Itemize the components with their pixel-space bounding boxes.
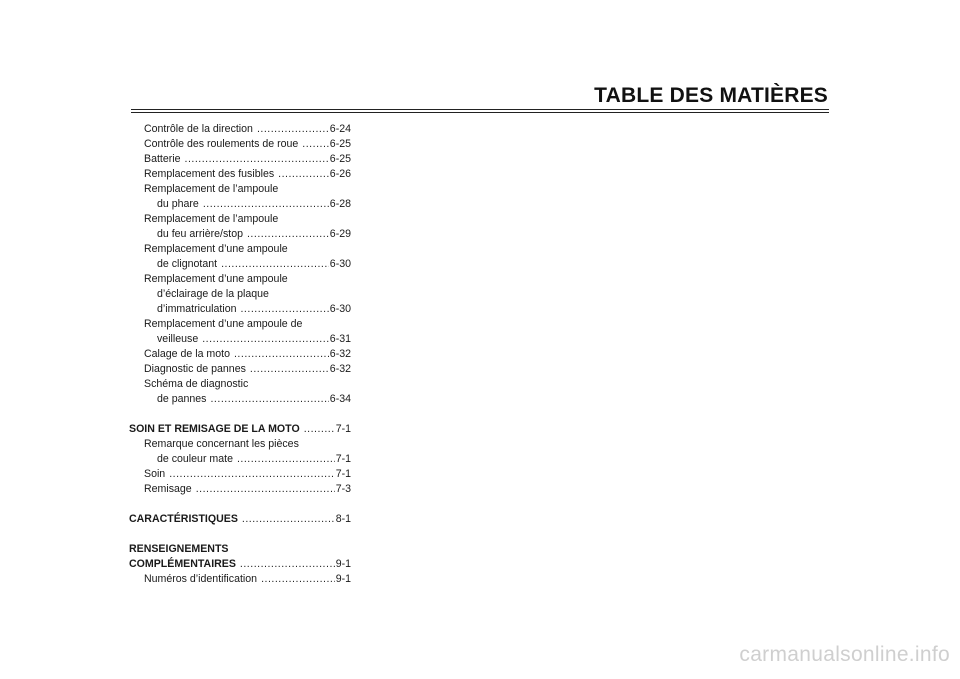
toc-entry-page: 6-30	[329, 303, 351, 315]
toc-entry-label: Calage de la moto	[144, 348, 230, 360]
toc-entry-label: Numéros d’identification	[144, 573, 258, 585]
toc-entry-plate-light-line2[interactable]	[129, 287, 351, 302]
toc-entry-label: Remisage	[144, 483, 192, 495]
toc-entry-troubleshooting[interactable]	[129, 362, 351, 377]
toc-entry-page: 6-32	[329, 348, 351, 360]
toc-entry-page: 6-26	[329, 168, 351, 180]
toc-entry-page: 6-30	[329, 258, 351, 270]
toc-entry-page: 6-29	[329, 228, 351, 240]
toc-entry-fuses[interactable]	[129, 167, 351, 182]
toc-entry-label: du feu arrière/stop	[157, 228, 243, 240]
toc-entry-plate-light-line3[interactable]	[129, 302, 351, 317]
toc-section-label: CARACTÉRISTIQUES	[129, 513, 238, 525]
toc-section-consumer-info-line2[interactable]	[129, 557, 351, 572]
toc-entry-page: 6-31	[329, 333, 351, 345]
toc-entry-label: d’immatriculation	[157, 303, 237, 315]
toc-leader-dots	[257, 122, 329, 137]
toc-entry-page: 7-3	[335, 483, 351, 495]
toc-entry-label: de pannes	[157, 393, 207, 405]
toc-leader-dots	[237, 452, 335, 467]
toc-leader-dots	[247, 227, 329, 242]
toc-entry-label: Remarque concernant les pièces	[144, 438, 299, 450]
toc-entry-identification-numbers[interactable]	[129, 572, 351, 587]
toc-entry-battery[interactable]	[129, 152, 351, 167]
toc-leader-dots	[240, 302, 328, 317]
toc-spacer	[129, 527, 351, 542]
toc-leader-dots	[261, 572, 335, 587]
toc-leader-dots	[196, 482, 335, 497]
toc-entry-page: 9-1	[335, 573, 351, 585]
toc-entry-label: Contrôle de la direction	[144, 123, 253, 135]
toc-entry-page: 8-1	[335, 513, 351, 525]
toc-entry-care[interactable]	[129, 467, 351, 482]
toc-entry-page: 6-24	[329, 123, 351, 135]
toc-leader-dots	[202, 332, 329, 347]
toc-leader-dots	[210, 392, 328, 407]
toc-entry-label: Remplacement d’une ampoule	[144, 273, 288, 285]
toc-spacer	[129, 497, 351, 512]
toc-leader-dots	[240, 557, 335, 572]
toc-entry-troubleshooting-chart-line1[interactable]	[129, 377, 351, 392]
toc-entry-label: Remplacement d’une ampoule	[144, 243, 288, 255]
toc-entry-wheel-bearings[interactable]	[129, 137, 351, 152]
title-rule-bottom	[131, 112, 829, 113]
toc-entry-label: Soin	[144, 468, 166, 480]
toc-leader-dots	[234, 347, 329, 362]
toc-entry-supporting-motorcycle[interactable]	[129, 347, 351, 362]
toc-entry-label: Remplacement d’une ampoule de	[144, 318, 303, 330]
toc-entry-page: 9-1	[335, 558, 351, 570]
toc-entry-label: de couleur mate	[157, 453, 233, 465]
toc-section-care-storage[interactable]	[129, 422, 351, 437]
toc-entry-matte-color-line2[interactable]	[129, 452, 351, 467]
toc-entry-troubleshooting-chart-line2[interactable]	[129, 392, 351, 407]
toc-entry-label: Remplacement de l’ampoule	[144, 183, 279, 195]
toc-leader-dots	[203, 197, 329, 212]
toc-entry-page: 6-25	[329, 138, 351, 150]
toc-leader-dots	[250, 362, 329, 377]
toc-entry-page: 6-32	[329, 363, 351, 375]
title-rule-top	[131, 109, 829, 110]
page-title: TABLE DES MATIÈRES	[594, 84, 828, 107]
toc-entry-parking-light-line2[interactable]	[129, 332, 351, 347]
toc-spacer	[129, 407, 351, 422]
toc-leader-dots	[278, 167, 329, 182]
toc-entry-label: Diagnostic de pannes	[144, 363, 246, 375]
toc-section-label: RENSEIGNEMENTS	[129, 543, 229, 555]
toc-entry-headlight-line2[interactable]	[129, 197, 351, 212]
toc-section-specifications[interactable]	[129, 512, 351, 527]
toc-entry-page: 6-34	[329, 393, 351, 405]
toc-entry-label: Contrôle des roulements de roue	[144, 138, 299, 150]
toc-leader-dots	[221, 257, 329, 272]
toc-entry-headlight-line1[interactable]	[129, 182, 351, 197]
toc-entry-matte-color-line1[interactable]	[129, 437, 351, 452]
toc-entry-label: du phare	[157, 198, 199, 210]
table-of-contents	[129, 122, 351, 587]
toc-entry-page: 7-1	[335, 453, 351, 465]
watermark: carmanualsonline.info	[739, 643, 950, 666]
toc-entry-taillight-line1[interactable]	[129, 212, 351, 227]
toc-leader-dots	[304, 422, 335, 437]
toc-section-consumer-info-line1[interactable]	[129, 542, 351, 557]
toc-entry-turn-signal-line1[interactable]	[129, 242, 351, 257]
toc-section-label: COMPLÉMENTAIRES	[129, 558, 236, 570]
toc-entry-label: Batterie	[144, 153, 181, 165]
toc-entry-label: d’éclairage de la plaque	[157, 288, 269, 300]
toc-entry-label: Remplacement de l’ampoule	[144, 213, 279, 225]
toc-entry-turn-signal-line2[interactable]	[129, 257, 351, 272]
toc-entry-page: 6-28	[329, 198, 351, 210]
toc-entry-steering-check[interactable]	[129, 122, 351, 137]
toc-entry-page: 7-1	[335, 468, 351, 480]
toc-leader-dots	[169, 467, 334, 482]
toc-section-label: SOIN ET REMISAGE DE LA MOTO	[129, 423, 300, 435]
toc-entry-label: Schéma de diagnostic	[144, 378, 249, 390]
toc-entry-plate-light-line1[interactable]	[129, 272, 351, 287]
toc-entry-taillight-line2[interactable]	[129, 227, 351, 242]
toc-entry-storage[interactable]	[129, 482, 351, 497]
toc-entry-page: 7-1	[335, 423, 351, 435]
toc-entry-label: veilleuse	[157, 333, 199, 345]
toc-entry-parking-light-line1[interactable]	[129, 317, 351, 332]
toc-leader-dots	[185, 152, 329, 167]
toc-entry-label: Remplacement des fusibles	[144, 168, 275, 180]
toc-entry-label: de clignotant	[157, 258, 218, 270]
toc-leader-dots	[302, 137, 329, 152]
toc-leader-dots	[242, 512, 335, 527]
toc-entry-page: 6-25	[329, 153, 351, 165]
